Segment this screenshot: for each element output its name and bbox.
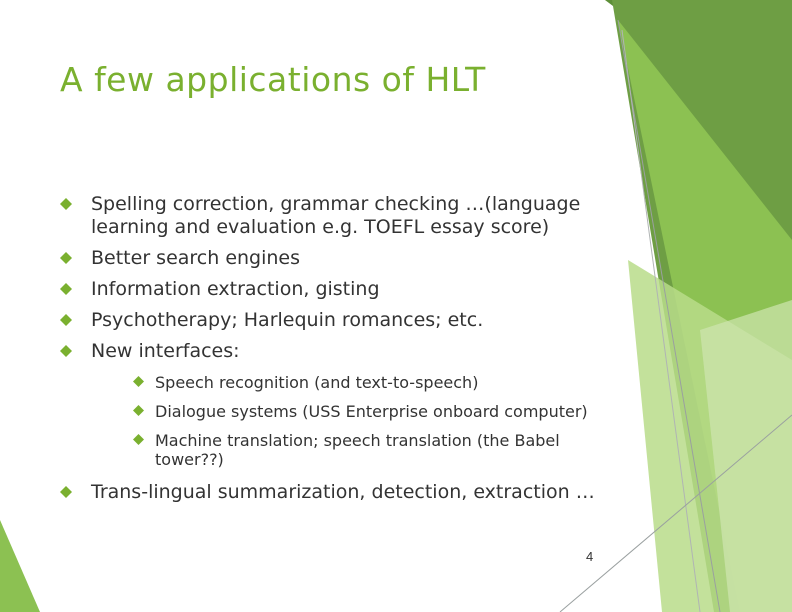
diamond-bullet-icon bbox=[133, 434, 144, 445]
slide-title: A few applications of HLT bbox=[60, 60, 486, 99]
bullet-list bbox=[60, 193, 600, 512]
list-item-text: Better search engines bbox=[91, 247, 301, 269]
list-item bbox=[60, 278, 600, 301]
list-item-text: Trans-lingual summarization, detection, extraction … bbox=[91, 481, 595, 503]
diamond-bullet-icon bbox=[60, 252, 72, 264]
sub-list-item-text: Machine translation; speech translation (the Babel tower??) bbox=[155, 431, 560, 469]
diamond-bullet-icon bbox=[133, 405, 144, 416]
list-item-text: Spelling correction, grammar checking …(language learning and evaluation e.g. TOEFL essay score) bbox=[91, 193, 581, 238]
diamond-bullet-icon bbox=[133, 376, 144, 387]
list-item-text: Psychotherapy; Harlequin romances; etc. bbox=[91, 309, 484, 331]
diamond-bullet-icon bbox=[60, 314, 72, 326]
list-item bbox=[60, 340, 600, 469]
sub-list-item bbox=[91, 431, 600, 469]
sub-bullet-list bbox=[91, 373, 600, 469]
sub-list-item bbox=[91, 402, 600, 421]
page-number: 4 bbox=[586, 549, 594, 564]
sub-list-item-text: Speech recognition (and text-to-speech) bbox=[155, 373, 479, 392]
diamond-bullet-icon bbox=[60, 486, 72, 498]
list-item bbox=[60, 247, 600, 270]
list-item-text: Information extraction, gisting bbox=[91, 278, 380, 300]
bottom-left-triangle-shape bbox=[0, 520, 40, 612]
list-item-text: New interfaces: bbox=[91, 340, 240, 362]
list-item bbox=[60, 309, 600, 332]
sub-list-item-text: Dialogue systems (USS Enterprise onboard computer) bbox=[155, 402, 588, 421]
diamond-bullet-icon bbox=[60, 198, 72, 210]
list-item bbox=[60, 481, 600, 504]
diamond-bullet-icon bbox=[60, 283, 72, 295]
diamond-bullet-icon bbox=[60, 345, 72, 357]
list-item bbox=[60, 193, 600, 239]
sub-list-item bbox=[91, 373, 600, 392]
